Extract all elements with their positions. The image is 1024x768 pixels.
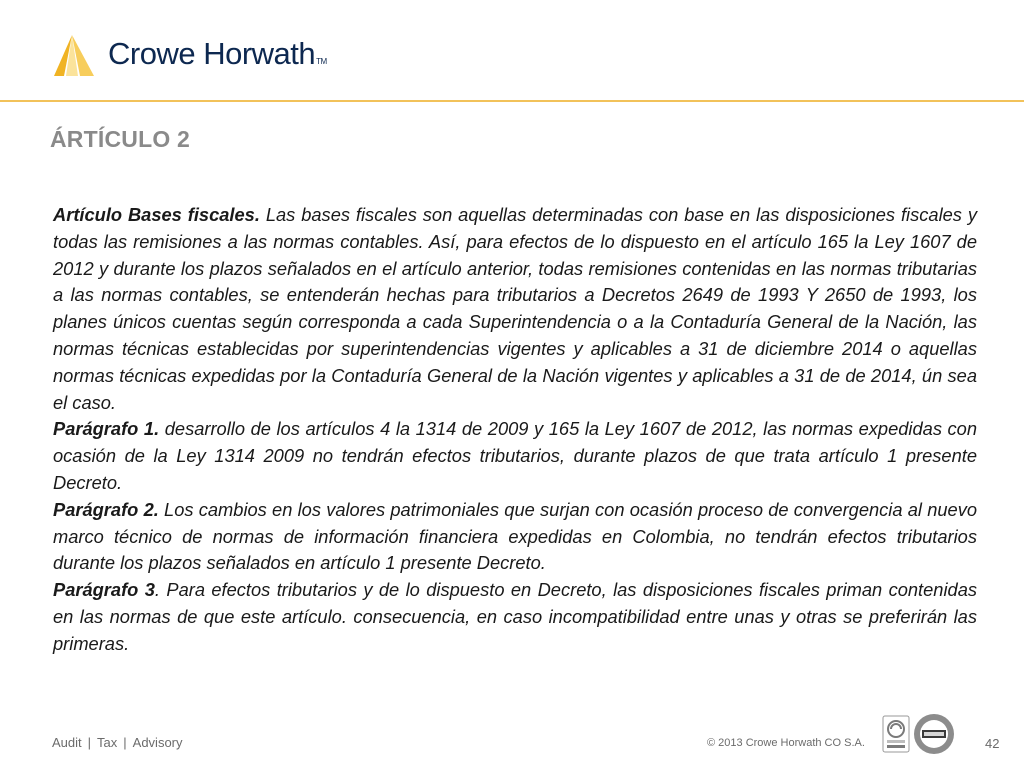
paragraph-lead: Parágrafo 1. <box>53 418 160 440</box>
header-divider <box>0 100 1024 102</box>
logo-trademark: TM <box>316 57 327 66</box>
page-title: ÁRTÍCULO 2 <box>50 126 190 152</box>
certification-badges <box>882 712 956 756</box>
logo-wordmark <box>108 36 327 72</box>
article-paragraph-4 <box>53 577 977 657</box>
article-paragraph-1 <box>53 202 977 416</box>
paragraph-lead: Parágrafo 2. <box>53 498 159 520</box>
article-paragraph-3 <box>53 497 977 577</box>
paragraph-text: desarrollo de los artículos 4 la 1314 de 2009 y 165 la Ley 1607 de 2012, las normas expedidas con ocasión de la Ley 1314 2009 no tendrán efectos tributarios, durante plazos de que trata artículo 1 presente Decreto. <box>53 418 978 493</box>
page-number: 42 <box>985 736 1000 751</box>
iso-certification-icon <box>882 712 956 756</box>
paragraph-text: . Para efectos tributarios y de lo dispuesto en Decreto, las disposiciones fiscales priman contenidas en las normas de que este artículo. consecuencia, en caso incompatibilidad entre unas y otras se preferirán las primeras. <box>53 579 977 654</box>
paragraph-lead: Parágrafo 3 <box>53 579 155 601</box>
logo-triangle-icon <box>50 32 102 80</box>
paragraph-lead: Artículo Bases fiscales. <box>53 204 260 225</box>
footer-separator: | <box>123 735 127 750</box>
footer-services <box>52 735 183 750</box>
footer-audit: Audit <box>52 735 82 750</box>
paragraph-text: Los cambios en los valores patrimoniales que surjan con ocasión proceso de convergencia al nuevo marco técnico de normas de información financiera expedidas en Colombia, no tendrán efectos tributarios durante los plazos señalados en artículo 1 presente Decreto. <box>53 498 978 574</box>
article-paragraph-2 <box>53 416 977 496</box>
footer-separator: | <box>87 735 92 750</box>
footer-advisory: Advisory <box>132 735 183 750</box>
article-body <box>53 202 977 658</box>
logo-name: Crowe Horwath <box>108 36 316 71</box>
crowe-horwath-logo <box>50 32 330 82</box>
paragraph-text: Las bases fiscales son aquellas determinadas con base en las disposiciones fiscales y todas las remisiones a las normas contables. Así, para efectos de lo dispuesto en el artículo 165 la Ley 1607 de 2012 y durante los plazos señalados en el artículo anterior, todas remisiones contenidas en las normas tributarias a las normas contables, se entenderán hechas para tributarios a Decretos 2649 de 1993 Y 2650 de 1993, los planes únicos cuentas según corresponda a cada Superintendencia o a la Contaduría General de la Nación, las normas técnicas establecidas por superintendencias vigentes y aplicables a 31 de diciembre 2014 o aquellas normas técnicas expedidas por la Contaduría General de la Nación vigentes y aplicables a 31 de de 2014, ún sea el caso. <box>53 204 977 413</box>
footer-tax: Tax <box>97 735 118 750</box>
footer-copyright: © 2013 Crowe Horwath CO S.A. <box>707 737 865 749</box>
